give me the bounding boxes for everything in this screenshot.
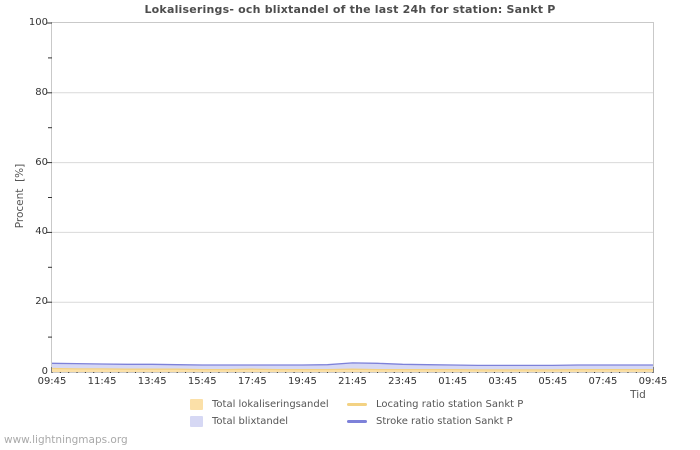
- y-axis-title: Procent [%]: [14, 163, 26, 229]
- y-tick-label: 40: [35, 226, 48, 238]
- chart-title: Lokaliserings- och blixtandel of the last 24h for station: Sankt P: [144, 3, 556, 16]
- legend-item-locating-ratio: [347, 399, 523, 410]
- y-tick-label: 0: [41, 366, 48, 377]
- x-axis-title: Tid: [630, 389, 646, 401]
- x-tick-label: 03:45: [488, 376, 518, 387]
- x-tick-label: 09:45: [638, 376, 668, 387]
- plot-area: [28, 17, 668, 387]
- x-tick-label: 17:45: [237, 376, 267, 387]
- legend-item-total-lokaliseringsandel: [190, 399, 347, 410]
- x-tick-label: 23:45: [388, 376, 417, 387]
- legend-label: Locating ratio station Sankt P: [376, 399, 524, 410]
- x-tick-label: 11:45: [87, 376, 117, 387]
- x-tick-label: 13:45: [137, 376, 167, 387]
- y-tick-label: 60: [35, 156, 48, 168]
- x-tick-label: 15:45: [187, 376, 217, 387]
- x-tick-label: 07:45: [588, 376, 618, 387]
- y-tick-label: 20: [35, 296, 48, 308]
- plot-area-svg: [52, 23, 653, 372]
- x-tick-label: 19:45: [287, 376, 317, 387]
- legend-swatch-line-icon: [347, 420, 367, 423]
- legend-label: Total lokaliseringsandel: [212, 399, 329, 410]
- x-tick-label: 01:45: [438, 376, 468, 387]
- legend-swatch-line-icon: [347, 403, 367, 406]
- legend-swatch-square-icon: [190, 416, 203, 427]
- x-tick-label: 09:45: [37, 376, 67, 387]
- legend-item-total-blixtandel: [190, 416, 347, 427]
- legend-item-stroke-ratio: [347, 416, 523, 427]
- x-tick-label: 05:45: [538, 376, 568, 387]
- legend-label: Stroke ratio station Sankt P: [376, 416, 513, 427]
- legend-swatch-square-icon: [190, 399, 203, 410]
- legend-label: Total blixtandel: [212, 416, 289, 427]
- y-tick-label: 80: [35, 86, 48, 98]
- legend: [190, 396, 523, 430]
- y-tick-label: 100: [28, 17, 48, 28]
- watermark-link[interactable]: www.lightningmaps.org: [4, 434, 128, 446]
- x-tick-label: 21:45: [338, 376, 367, 387]
